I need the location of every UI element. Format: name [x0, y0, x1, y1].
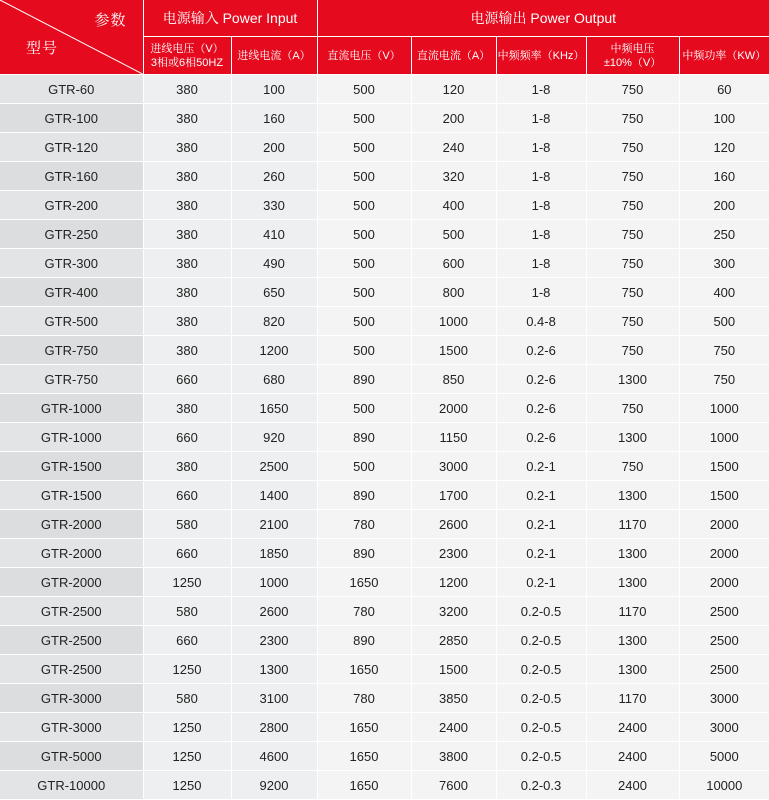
cell-dc-voltage: 500: [317, 104, 411, 133]
cell-dc-voltage: 500: [317, 394, 411, 423]
cell-input-voltage: 380: [143, 133, 231, 162]
cell-model: GTR-160: [0, 162, 143, 191]
cell-if-power: 2500: [679, 626, 769, 655]
params-label: 参数: [94, 12, 127, 29]
cell-model: GTR-300: [0, 249, 143, 278]
col-if-frequency: 中频频率（KHz）: [496, 37, 586, 75]
cell-input-voltage: 660: [143, 626, 231, 655]
cell-dc-voltage: 890: [317, 423, 411, 452]
cell-model: GTR-400: [0, 278, 143, 307]
cell-input-current: 920: [231, 423, 317, 452]
cell-dc-voltage: 890: [317, 365, 411, 394]
cell-dc-voltage: 890: [317, 481, 411, 510]
cell-input-voltage: 380: [143, 162, 231, 191]
cell-input-voltage: 1250: [143, 568, 231, 597]
table-row: [0, 655, 769, 684]
cell-input-current: 4600: [231, 742, 317, 771]
cell-input-voltage: 1250: [143, 771, 231, 800]
cell-if-power: 200: [679, 191, 769, 220]
cell-if-frequency: 1-8: [496, 191, 586, 220]
cell-input-voltage: 380: [143, 75, 231, 104]
cell-input-current: 100: [231, 75, 317, 104]
table-row: [0, 684, 769, 713]
cell-if-voltage: 2400: [586, 713, 679, 742]
cell-if-voltage: 1300: [586, 655, 679, 684]
col-if-power: 中频功率（KW）: [679, 37, 769, 75]
table-row: [0, 75, 769, 104]
table-row: [0, 162, 769, 191]
cell-if-power: 3000: [679, 713, 769, 742]
cell-dc-current: 400: [411, 191, 496, 220]
cell-model: GTR-200: [0, 191, 143, 220]
cell-input-current: 2500: [231, 452, 317, 481]
cell-if-voltage: 1300: [586, 365, 679, 394]
cell-input-voltage: 380: [143, 452, 231, 481]
cell-if-frequency: 0.2-1: [496, 481, 586, 510]
cell-input-current: 650: [231, 278, 317, 307]
cell-input-current: 3100: [231, 684, 317, 713]
cell-input-voltage: 660: [143, 423, 231, 452]
cell-dc-voltage: 780: [317, 597, 411, 626]
cell-if-frequency: 1-8: [496, 162, 586, 191]
cell-input-voltage: 380: [143, 278, 231, 307]
cell-if-frequency: 0.2-6: [496, 336, 586, 365]
cell-input-voltage: 380: [143, 191, 231, 220]
cell-if-voltage: 1300: [586, 539, 679, 568]
cell-input-current: 490: [231, 249, 317, 278]
cell-if-frequency: 1-8: [496, 75, 586, 104]
cell-input-current: 1400: [231, 481, 317, 510]
cell-if-voltage: 2400: [586, 742, 679, 771]
table-row: [0, 568, 769, 597]
cell-dc-voltage: 780: [317, 684, 411, 713]
cell-dc-voltage: 500: [317, 191, 411, 220]
cell-dc-current: 1150: [411, 423, 496, 452]
cell-if-power: 120: [679, 133, 769, 162]
cell-dc-current: 7600: [411, 771, 496, 800]
cell-if-frequency: 0.2-1: [496, 539, 586, 568]
cell-if-voltage: 2400: [586, 771, 679, 800]
cell-if-frequency: 1-8: [496, 104, 586, 133]
table-body: [0, 75, 769, 800]
cell-if-power: 60: [679, 75, 769, 104]
cell-if-voltage: 1300: [586, 626, 679, 655]
cell-model: GTR-3000: [0, 713, 143, 742]
cell-if-voltage: 750: [586, 394, 679, 423]
cell-input-voltage: 660: [143, 539, 231, 568]
cell-dc-voltage: 890: [317, 539, 411, 568]
cell-dc-voltage: 1650: [317, 713, 411, 742]
col-input-current: 进线电流（A）: [231, 37, 317, 75]
table-row: [0, 278, 769, 307]
cell-if-voltage: 750: [586, 191, 679, 220]
corner-header: [0, 0, 143, 75]
cell-dc-voltage: 1650: [317, 771, 411, 800]
table-row: [0, 597, 769, 626]
cell-model: GTR-250: [0, 220, 143, 249]
cell-if-voltage: 750: [586, 278, 679, 307]
cell-dc-current: 320: [411, 162, 496, 191]
cell-input-current: 1650: [231, 394, 317, 423]
cell-dc-current: 1700: [411, 481, 496, 510]
cell-if-frequency: 0.2-1: [496, 568, 586, 597]
cell-if-power: 250: [679, 220, 769, 249]
table-row: [0, 626, 769, 655]
cell-dc-voltage: 500: [317, 307, 411, 336]
table-row: [0, 539, 769, 568]
cell-input-voltage: 380: [143, 220, 231, 249]
cell-dc-current: 2400: [411, 713, 496, 742]
cell-dc-current: 3000: [411, 452, 496, 481]
cell-input-voltage: 580: [143, 684, 231, 713]
cell-if-power: 1000: [679, 423, 769, 452]
cell-input-voltage: 580: [143, 510, 231, 539]
cell-input-voltage: 660: [143, 481, 231, 510]
cell-dc-voltage: 780: [317, 510, 411, 539]
cell-input-voltage: 380: [143, 394, 231, 423]
cell-model: GTR-2500: [0, 626, 143, 655]
cell-dc-current: 120: [411, 75, 496, 104]
cell-model: GTR-3000: [0, 684, 143, 713]
cell-model: GTR-2000: [0, 568, 143, 597]
table-row: [0, 249, 769, 278]
cell-input-current: 820: [231, 307, 317, 336]
cell-input-current: 2300: [231, 626, 317, 655]
cell-if-frequency: 0.2-6: [496, 423, 586, 452]
cell-input-current: 2100: [231, 510, 317, 539]
cell-dc-current: 3200: [411, 597, 496, 626]
table-row: [0, 510, 769, 539]
cell-input-current: 9200: [231, 771, 317, 800]
cell-dc-current: 2000: [411, 394, 496, 423]
cell-input-current: 200: [231, 133, 317, 162]
cell-if-voltage: 1300: [586, 481, 679, 510]
cell-if-voltage: 750: [586, 307, 679, 336]
table-row: [0, 481, 769, 510]
table-row: [0, 191, 769, 220]
cell-dc-current: 1000: [411, 307, 496, 336]
cell-if-voltage: 750: [586, 104, 679, 133]
col-dc-current: 直流电流（A）: [411, 37, 496, 75]
cell-input-current: 1850: [231, 539, 317, 568]
cell-input-current: 1300: [231, 655, 317, 684]
cell-if-voltage: 750: [586, 249, 679, 278]
cell-if-frequency: 0.2-1: [496, 510, 586, 539]
cell-if-voltage: 1300: [586, 423, 679, 452]
cell-input-current: 410: [231, 220, 317, 249]
cell-if-voltage: 750: [586, 162, 679, 191]
cell-dc-voltage: 500: [317, 162, 411, 191]
cell-input-current: 160: [231, 104, 317, 133]
cell-dc-current: 600: [411, 249, 496, 278]
cell-model: GTR-2500: [0, 655, 143, 684]
cell-if-voltage: 1170: [586, 684, 679, 713]
table-row: [0, 394, 769, 423]
cell-dc-current: 1500: [411, 655, 496, 684]
power-output-header: 电源输出 Power Output: [317, 0, 769, 37]
cell-if-frequency: 0.4-8: [496, 307, 586, 336]
cell-model: GTR-5000: [0, 742, 143, 771]
cell-dc-current: 3800: [411, 742, 496, 771]
col-input-voltage: 进线电压（V） 3相或6相50HZ: [143, 37, 231, 75]
cell-if-frequency: 0.2-0.5: [496, 684, 586, 713]
cell-input-current: 330: [231, 191, 317, 220]
cell-model: GTR-2000: [0, 510, 143, 539]
cell-if-power: 2500: [679, 655, 769, 684]
table-row: [0, 423, 769, 452]
cell-model: GTR-750: [0, 365, 143, 394]
cell-if-power: 750: [679, 336, 769, 365]
cell-model: GTR-120: [0, 133, 143, 162]
cell-if-power: 2000: [679, 510, 769, 539]
cell-model: GTR-1000: [0, 423, 143, 452]
cell-input-current: 2800: [231, 713, 317, 742]
table-row: [0, 104, 769, 133]
table-row: [0, 307, 769, 336]
table-row: [0, 452, 769, 481]
cell-if-frequency: 0.2-0.5: [496, 655, 586, 684]
cell-model: GTR-10000: [0, 771, 143, 800]
cell-dc-current: 850: [411, 365, 496, 394]
cell-if-power: 10000: [679, 771, 769, 800]
cell-if-voltage: 750: [586, 336, 679, 365]
cell-if-frequency: 1-8: [496, 249, 586, 278]
cell-if-frequency: 0.2-0.5: [496, 742, 586, 771]
cell-if-voltage: 1170: [586, 597, 679, 626]
cell-if-power: 5000: [679, 742, 769, 771]
cell-if-power: 1500: [679, 481, 769, 510]
cell-input-voltage: 380: [143, 104, 231, 133]
cell-dc-current: 500: [411, 220, 496, 249]
table-row: [0, 713, 769, 742]
cell-dc-voltage: 500: [317, 220, 411, 249]
cell-model: GTR-1500: [0, 452, 143, 481]
table-row: [0, 742, 769, 771]
cell-dc-voltage: 500: [317, 336, 411, 365]
model-label: 型号: [26, 40, 59, 57]
cell-dc-current: 2850: [411, 626, 496, 655]
cell-if-power: 160: [679, 162, 769, 191]
cell-if-voltage: 1170: [586, 510, 679, 539]
cell-model: GTR-100: [0, 104, 143, 133]
cell-model: GTR-500: [0, 307, 143, 336]
cell-dc-voltage: 500: [317, 452, 411, 481]
cell-dc-current: 200: [411, 104, 496, 133]
cell-if-frequency: 0.2-0.3: [496, 771, 586, 800]
cell-input-current: 2600: [231, 597, 317, 626]
table-row: [0, 771, 769, 800]
cell-if-power: 750: [679, 365, 769, 394]
cell-dc-voltage: 500: [317, 278, 411, 307]
cell-dc-current: 1200: [411, 568, 496, 597]
cell-input-current: 1000: [231, 568, 317, 597]
cell-if-voltage: 750: [586, 220, 679, 249]
cell-input-current: 260: [231, 162, 317, 191]
cell-input-voltage: 380: [143, 307, 231, 336]
cell-input-voltage: 1250: [143, 742, 231, 771]
cell-dc-voltage: 500: [317, 133, 411, 162]
cell-input-voltage: 380: [143, 336, 231, 365]
cell-dc-voltage: 500: [317, 75, 411, 104]
cell-if-power: 100: [679, 104, 769, 133]
col-if-voltage: 中频电压 ±10%（V）: [586, 37, 679, 75]
cell-model: GTR-1500: [0, 481, 143, 510]
col-dc-voltage: 直流电压（V）: [317, 37, 411, 75]
cell-if-power: 1500: [679, 452, 769, 481]
cell-input-voltage: 1250: [143, 713, 231, 742]
table-row: [0, 336, 769, 365]
cell-if-frequency: 0.2-6: [496, 394, 586, 423]
cell-if-frequency: 1-8: [496, 220, 586, 249]
cell-if-power: 3000: [679, 684, 769, 713]
cell-if-power: 2000: [679, 539, 769, 568]
cell-dc-current: 800: [411, 278, 496, 307]
cell-if-frequency: 0.2-6: [496, 365, 586, 394]
cell-model: GTR-1000: [0, 394, 143, 423]
cell-input-voltage: 580: [143, 597, 231, 626]
cell-model: GTR-750: [0, 336, 143, 365]
cell-if-power: 1000: [679, 394, 769, 423]
cell-input-current: 1200: [231, 336, 317, 365]
cell-if-voltage: 750: [586, 452, 679, 481]
cell-if-power: 2000: [679, 568, 769, 597]
cell-if-voltage: 750: [586, 75, 679, 104]
cell-model: GTR-2500: [0, 597, 143, 626]
cell-if-frequency: 1-8: [496, 278, 586, 307]
cell-input-voltage: 380: [143, 249, 231, 278]
table-row: [0, 365, 769, 394]
cell-input-voltage: 1250: [143, 655, 231, 684]
cell-dc-voltage: 890: [317, 626, 411, 655]
cell-dc-current: 240: [411, 133, 496, 162]
cell-dc-voltage: 500: [317, 249, 411, 278]
cell-if-power: 300: [679, 249, 769, 278]
cell-input-voltage: 660: [143, 365, 231, 394]
cell-dc-voltage: 1650: [317, 568, 411, 597]
cell-dc-current: 1500: [411, 336, 496, 365]
cell-dc-voltage: 1650: [317, 655, 411, 684]
cell-dc-current: 2300: [411, 539, 496, 568]
cell-if-frequency: 0.2-0.5: [496, 713, 586, 742]
cell-dc-current: 3850: [411, 684, 496, 713]
cell-if-frequency: 0.2-1: [496, 452, 586, 481]
cell-if-power: 500: [679, 307, 769, 336]
cell-if-voltage: 1300: [586, 568, 679, 597]
cell-if-frequency: 0.2-0.5: [496, 597, 586, 626]
cell-if-voltage: 750: [586, 133, 679, 162]
cell-if-power: 2500: [679, 597, 769, 626]
cell-model: GTR-60: [0, 75, 143, 104]
power-input-header: 电源输入 Power Input: [143, 0, 317, 37]
cell-if-frequency: 0.2-0.5: [496, 626, 586, 655]
cell-if-frequency: 1-8: [496, 133, 586, 162]
cell-dc-current: 2600: [411, 510, 496, 539]
cell-model: GTR-2000: [0, 539, 143, 568]
cell-dc-voltage: 1650: [317, 742, 411, 771]
table-row: [0, 133, 769, 162]
table-row: [0, 220, 769, 249]
cell-if-power: 400: [679, 278, 769, 307]
cell-input-current: 680: [231, 365, 317, 394]
